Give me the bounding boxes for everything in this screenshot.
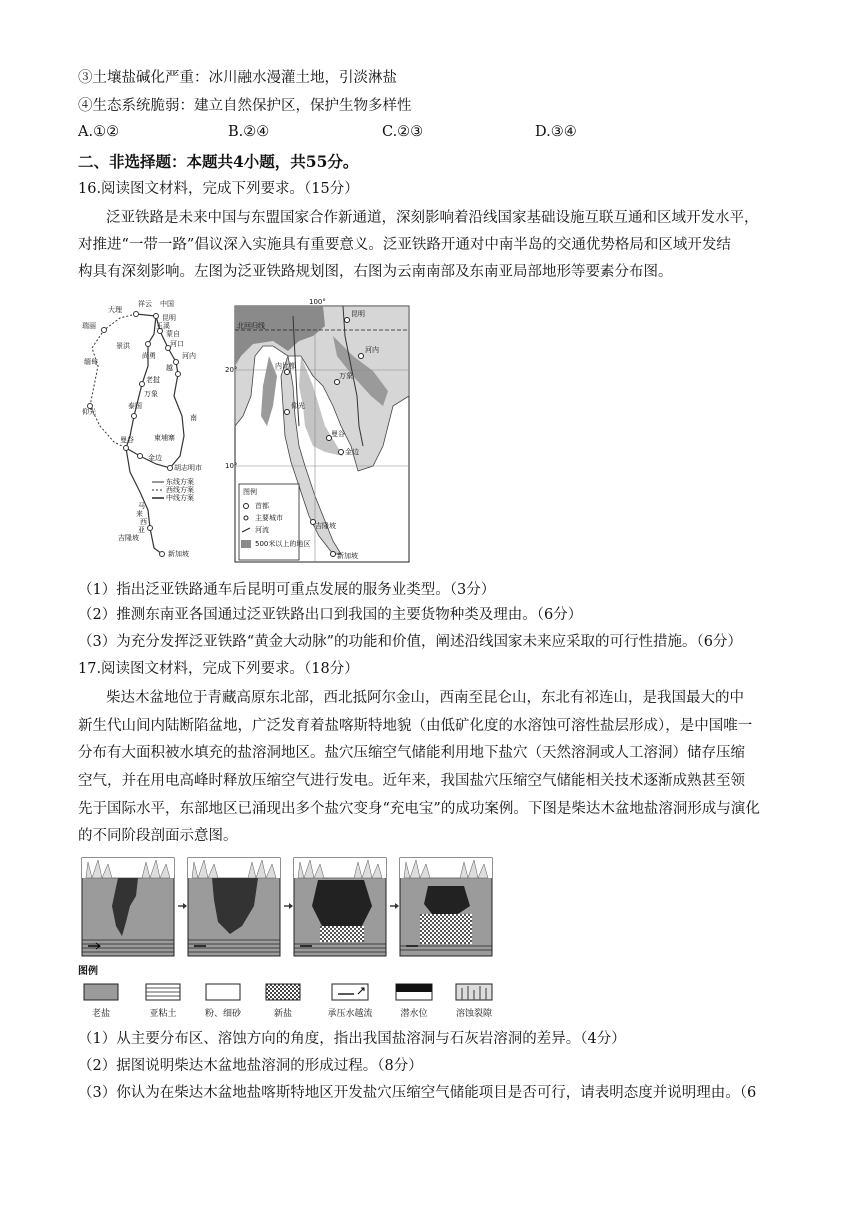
choice-a: A.①② xyxy=(78,124,120,140)
legend-label: 溶蚀裂隙 xyxy=(455,1009,492,1019)
legend-label: 东线方案 xyxy=(166,478,194,486)
stage-panel xyxy=(400,858,492,956)
salt-cave-stages-diagram xyxy=(82,856,492,960)
map-label: 曼谷 xyxy=(120,436,134,444)
map-label: 越 xyxy=(166,364,173,372)
legend-label: 河流 xyxy=(255,526,269,534)
legend-label: 潜水位 xyxy=(400,1009,428,1019)
diagram-legend-labels xyxy=(82,1006,502,1020)
map-label: 河内 xyxy=(182,352,196,360)
choice-c: C.②③ xyxy=(382,124,424,140)
map-label: 新加坡 xyxy=(337,552,358,560)
q16-para-1: 泛亚铁路是未来中国与东盟国家合作新通道，深刻影响着沿线国家基础设施互联互通和区域开发水平， xyxy=(106,210,759,226)
choice-d: D.③④ xyxy=(535,124,577,140)
q17-para-1: 柴达木盆地位于青藏高原东北部，西北抵阿尔金山，西南至昆仑山，东北有祁连山，是我国最大的中 xyxy=(106,690,744,706)
map-label: 20° xyxy=(225,366,238,374)
map-label: 10° xyxy=(225,462,238,470)
map-label: 蒙自 xyxy=(166,330,180,338)
legend-label: 粉、细砂 xyxy=(204,1009,241,1019)
map-label: 金边 xyxy=(345,448,359,456)
map-label: 金边 xyxy=(148,454,162,462)
map-label: 老挝 xyxy=(146,376,160,384)
map-label: 河内 xyxy=(365,346,379,354)
terrain-map xyxy=(225,296,411,564)
map-label: 内比都 xyxy=(275,362,296,370)
q16-title: 16.阅读图文材料，完成下列要求。（15分） xyxy=(78,181,359,197)
legend-label: 西线方案 xyxy=(166,486,194,494)
q16-sub-2: （2）推测东南亚各国通过泛亚铁路出口到我国的主要货物种类及理由。（6分） xyxy=(78,607,583,623)
map-label: 大理 xyxy=(108,306,122,314)
map-label: 祥云 xyxy=(138,300,152,308)
q16-sub-1: （1）指出泛亚铁路通车后昆明可重点发展的服务业类型。（3分） xyxy=(78,582,496,598)
map-label: 新加坡 xyxy=(168,550,189,558)
map-label: 100° xyxy=(309,298,326,306)
q17-title: 17.阅读图文材料，完成下列要求。（18分） xyxy=(78,661,359,677)
legend-label: 老盐 xyxy=(91,1009,110,1019)
map-label: 吉隆坡 xyxy=(315,522,336,530)
legend-label: 新盐 xyxy=(273,1009,292,1019)
stage-panel xyxy=(188,858,280,956)
map-label: 南 xyxy=(190,414,197,422)
map-label: 北回归线 xyxy=(237,322,265,330)
map-label: 昆明 xyxy=(351,310,365,318)
map-label: 吉隆坡 xyxy=(118,534,139,542)
map-label: 尚勇 xyxy=(142,352,156,360)
map-label: 柬埔寨 xyxy=(154,434,175,442)
map-label: 昆明 xyxy=(162,314,176,322)
option-3: ③土壤盐碱化严重：冰川融水漫灌土地，引淡淋盐 xyxy=(78,70,397,86)
map-label: 缅甸 xyxy=(84,358,98,366)
map-label: 仰光 xyxy=(82,408,96,416)
map-label: 万象 xyxy=(339,372,353,380)
railway-plan-map xyxy=(78,296,228,561)
q16-para-3: 构具有深刻影响。左图为泛亚铁路规划图，右图为云南南部及东南亚局部地形等要素分布图。 xyxy=(78,264,673,280)
q16-sub-3: （3）为充分发挥泛亚铁路“黄金大动脉”的功能和价值，阐述沿线国家未来应采取的可行性措施。（6分） xyxy=(78,634,743,650)
map-label: 来 xyxy=(136,510,143,518)
legend-label: 中线方案 xyxy=(166,494,194,502)
diagram-legend xyxy=(82,980,502,1004)
map-label: 万象 xyxy=(144,390,158,398)
section-heading: 二、非选择题：本题共4小题，共55分。 xyxy=(78,152,359,171)
legend-label: 500米以上的地区 xyxy=(255,540,311,548)
choice-b: B.②④ xyxy=(228,124,270,140)
map-label: 玉溪 xyxy=(156,322,170,330)
option-4: ④生态系统脆弱：建立自然保护区，保护生物多样性 xyxy=(78,98,412,114)
q17-sub-3: （3）你认为在柴达木盆地盐喀斯特地区开发盐穴压缩空气储能项目是否可行，请表明态度并说明理由。（6 xyxy=(78,1085,757,1101)
legend-label: 亚粘土 xyxy=(149,1009,177,1019)
map-label: 河口 xyxy=(170,340,184,348)
legend-label: 主要城市 xyxy=(255,514,283,522)
legend-label: 首都 xyxy=(255,502,269,510)
map-label: 胡志明市 xyxy=(174,464,202,472)
map-label: 西 xyxy=(140,518,147,526)
stage-panel xyxy=(294,858,386,956)
stage-panel xyxy=(82,858,174,956)
q17-para-4: 空气，并在用电高峰时释放压缩空气进行发电。近年来，我国盐穴压缩空气储能相关技术逐渐成熟甚至领 xyxy=(78,773,745,789)
map-label: 马 xyxy=(138,502,145,510)
map-label: 中国 xyxy=(160,300,174,308)
q16-para-2: 对推进“一带一路”倡议深入实施具有重要意义。泛亚铁路开通对中南半岛的交通优势格局和区域开发结 xyxy=(78,237,731,253)
q17-para-3: 分布有大面积被水填充的盐溶洞地区。盐穴压缩空气储能利用地下盐穴（天然溶洞或人工溶洞）储存压缩 xyxy=(78,745,745,761)
map-label: 仰光 xyxy=(291,402,305,410)
q17-para-6: 的不同阶段剖面示意图。 xyxy=(78,828,238,844)
map-label: 景洪 xyxy=(116,342,130,350)
q17-sub-1: （1）从主要分布区、溶蚀方向的角度，指出我国盐溶洞与石灰岩溶洞的差异。（4分） xyxy=(78,1031,626,1047)
legend-title: 图例 xyxy=(78,966,98,977)
map-label: 曼谷 xyxy=(331,430,345,438)
q17-para-5: 先于国际水平，东部地区已涌现出多个盐穴变身“充电宝”的成功案例。下图是柴达木盆地盐溶洞形成与演化 xyxy=(78,801,760,817)
q17-sub-2: （2）据图说明柴达木盆地盐溶洞的形成过程。（8分） xyxy=(78,1058,423,1074)
q17-para-2: 新生代山间内陆断陷盆地，广泛发育着盐喀斯特地貌（由低矿化度的水溶蚀可溶性盐层形成），是中国唯一 xyxy=(78,718,753,734)
map-label: 瑞丽 xyxy=(82,322,96,330)
legend-label: 承压水越流 xyxy=(327,1009,373,1019)
map-label: 泰国 xyxy=(128,402,142,410)
map-label: 亚 xyxy=(138,526,145,534)
legend-title: 图例 xyxy=(243,488,257,496)
